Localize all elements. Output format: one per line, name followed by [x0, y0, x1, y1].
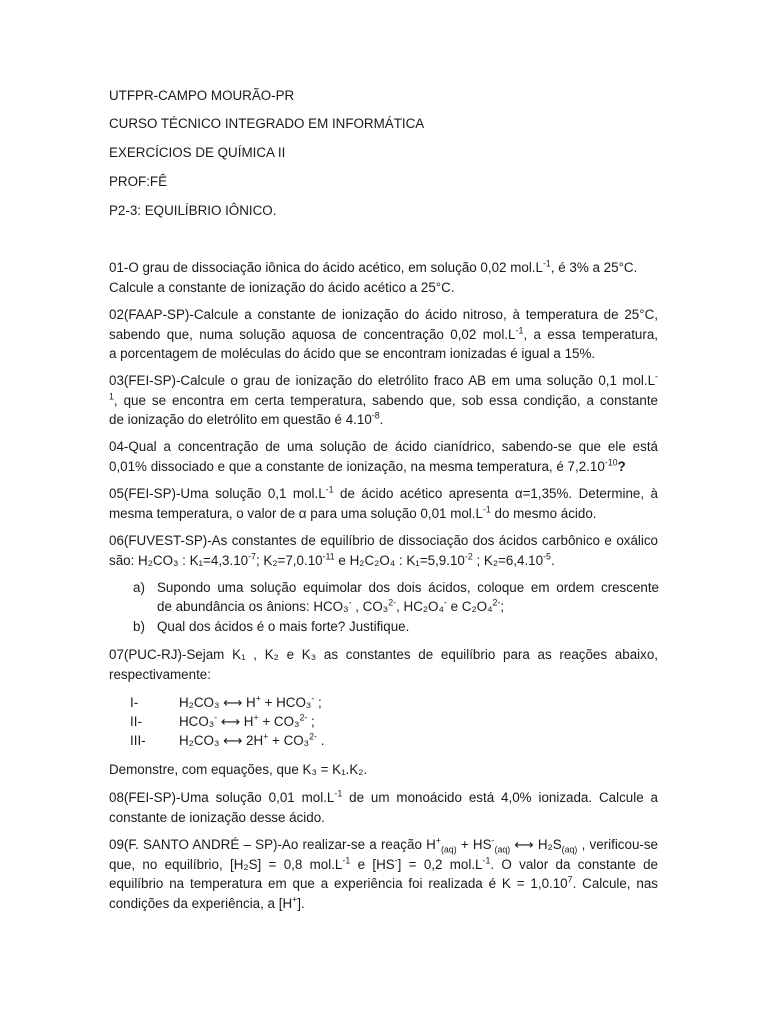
teacher-heading: PROF:FÊ [109, 174, 168, 189]
question-09: 09(F. SANTO ANDRÉ – SP)-Ao realizar-se a reação $H^+_{(aq)} + HS^-_{(aq)}$ ⟷ $H_2S_{(aq)}$ , verificou-se que, no equilíbrio, [H₂S] = 0,8 $mol.L^{-1}$ e [HS-] = 0,2 $mol.L^{-1}$. O valor da constante de equilíbrio na temperatura em que a experiência foi realizada é $K = 1,0.10^7$. Calcule, nas condições da experiência, a [H+]. [109, 835, 658, 911]
topic-heading: P2-3: EQUILÍBRIO IÔNICO. [109, 203, 277, 218]
document-page: UTFPR-CAMPO MOURÃO-PR CURSO TÉCNICO INTEGRADO EM INFORMÁTICA EXERCÍCIOS DE QUÍMICA II PROF:FÊ P2-3: EQUILÍBRIO IÔNICO. 01-O grau de dissociação iônica do ácido acético, em solução 0,02 $mol.L^{-1}$, é 3% a 25°C. Calcule a constante de ionização do ácido acético a 25°C. 02(FAAP-SP)-Calcule a constante de ionização do ácido nitroso, à temperatura de 25°C, sabendo que, numa solução aquosa de concentração 0,02 $mol.L^{-1}$, a essa temperatura, a porcentagem de moléculas do ácido que se encontram ionizadas é igual a 15%. 03(FEI-SP)-Calcule o grau de ionização do eletrólito fraco AB em uma solução 0,1 mol.L- $^1$, que se encontra em certa temperatura, sabendo que, sob essa condição, a constante de ionização do eletrólito em questão é $4.10^{-8}$. 04-Qual a concentração de uma solução de ácido cianídrico, sabendo-se que ele está 0,01% dissociado e que a constante de ionização, na mesma temperatura, é $7,2.10^{-10}$? 05(FEI-SP)-Uma solução 0,1 $mol.L^{-1}$ de ácido acético apresenta α=1,35%. Determine, à mesma temperatura, o valor de α para uma solução 0,01 $mol.L^{-1}$ do mesmo ácido. 06(FUVEST-SP)-As constantes de equilíbrio de dissociação dos ácidos carbônico e oxálico são: H₂CO₃ : $K_1=4,3.10^{-7}$; $K_2=7,0.10^{-11}$ e H₂C₂O₄ : $K_1=5,9.10^{-2}$ ; $K_2=6,4.10^{-5}$. a) Supondo uma solução equimolar dos dois ácidos, coloque em ordem crescente de abundância os ânions: HCO₃- , CO₃$^{2-}$, HC₂O₄- e C₂O₄$^{2-}$; b) Qual dos ácidos é o mais forte? Justifique. 07(PUC-RJ)-Sejam K₁ , K₂ e K₃ as constantes de equilíbrio para as reações abaixo, respectivamente: I- H₂CO₃ ⟷ H+ + HCO₃- ; II- HCO₃- ⟷ H+ + CO₃$^{2-}$ ; III- H₂CO₃ ⟷ 2H+ + CO₃$^{2-}$ . Demonstre, com equações, que K₃ = K₁.K₂. 08(FEI-SP)-Uma solução 0,01 $mol.L^{-1}$ de um monoácido está 4,0% ionizada. Calcule a constante de ionização desse ácido. 09(F. SANTO ANDRÉ – SP)-Ao realizar-se a reação $H^+_{(aq)} + HS^-_{(aq)}$ ⟷ $H_2S_{(aq)}$ , verificou-se que, no equilíbrio, [H₂S] = 0,8 $mol.L^{-1}$ e [HS-] = 0,2 $mol.L^{-1}$. O valor da constante de equilíbrio na temperatura em que a experiência foi realizada é $K = 1,0.10^7$. Calcule, nas condições da experiência, a [H+]. [0, 0, 768, 1024]
question-04: 04-Qual a concentração de uma solução de ácido cianídrico, sabendo-se que ele está 0,01% dissociado e que a constante de ionização, na mesma temperatura, é $7,2.10^{-10}$? [109, 439, 658, 474]
question-03: 03(FEI-SP)-Calcule o grau de ionização do eletrólito fraco AB em uma solução 0,1 mol.L- $^1$, que se encontra em certa temperatura, sabendo que, sob essa condição, a constante de ionização do eletrólito em questão é $4.10^{-8}$. [109, 371, 658, 427]
reaction-3: III- H₂CO₃ ⟷ 2H+ + CO₃$^{2-}$ . [130, 731, 325, 748]
school-heading: UTFPR-CAMPO MOURÃO-PR [109, 88, 295, 103]
question-07: 07(PUC-RJ)-Sejam K₁ , K₂ e K₃ as constantes de equilíbrio para as reações abaixo, respectivamente: [109, 647, 658, 682]
question-01: 01-O grau de dissociação iônica do ácido acético, em solução 0,02 $mol.L^{-1}$, é 3% a 25°C. Calcule a constante de ionização do ácido acético a 25°C. [109, 258, 638, 295]
subject-heading: EXERCÍCIOS DE QUÍMICA II [109, 145, 286, 160]
reaction-1: I- H₂CO₃ ⟷ H+ + HCO₃- ; [130, 693, 322, 710]
question-07-demonstration: Demonstre, com equações, que K₃ = K₁.K₂. [109, 762, 368, 777]
question-08: 08(FEI-SP)-Uma solução 0,01 $mol.L^{-1}$ de um monoácido está 4,0% ionizada. Calcule a constante de ionização desse ácido. [109, 788, 658, 825]
question-05: 05(FEI-SP)-Uma solução 0,1 $mol.L^{-1}$ de ácido acético apresenta α=1,35%. Determine, à mesma temperatura, o valor de α para uma solução 0,01 $mol.L^{-1}$ do mesmo ácido. [109, 484, 659, 521]
reaction-2: II- HCO₃- ⟷ H+ + CO₃$^{2-}$ ; [130, 712, 315, 729]
question-02: 02(FAAP-SP)-Calcule a constante de ionização do ácido nitroso, à temperatura de 25°C, sabendo que, numa solução aquosa de concentração 0,02 $mol.L^{-1}$, a essa temperatura, a porcentagem de moléculas do ácido que se encontram ionizadas é igual a 15%. [109, 307, 658, 361]
course-heading: CURSO TÉCNICO INTEGRADO EM INFORMÁTICA [109, 116, 425, 131]
question-06: 06(FUVEST-SP)-As constantes de equilíbrio de dissociação dos ácidos carbônico e oxálico são: H₂CO₃ : $K_1=4,3.10^{-7}$; $K_2=7,0.10^{-11}$ e H₂C₂O₄ : $K_1=5,9.10^{-2}$ ; $K_2=6,4.10^{-5}$. [109, 533, 658, 568]
